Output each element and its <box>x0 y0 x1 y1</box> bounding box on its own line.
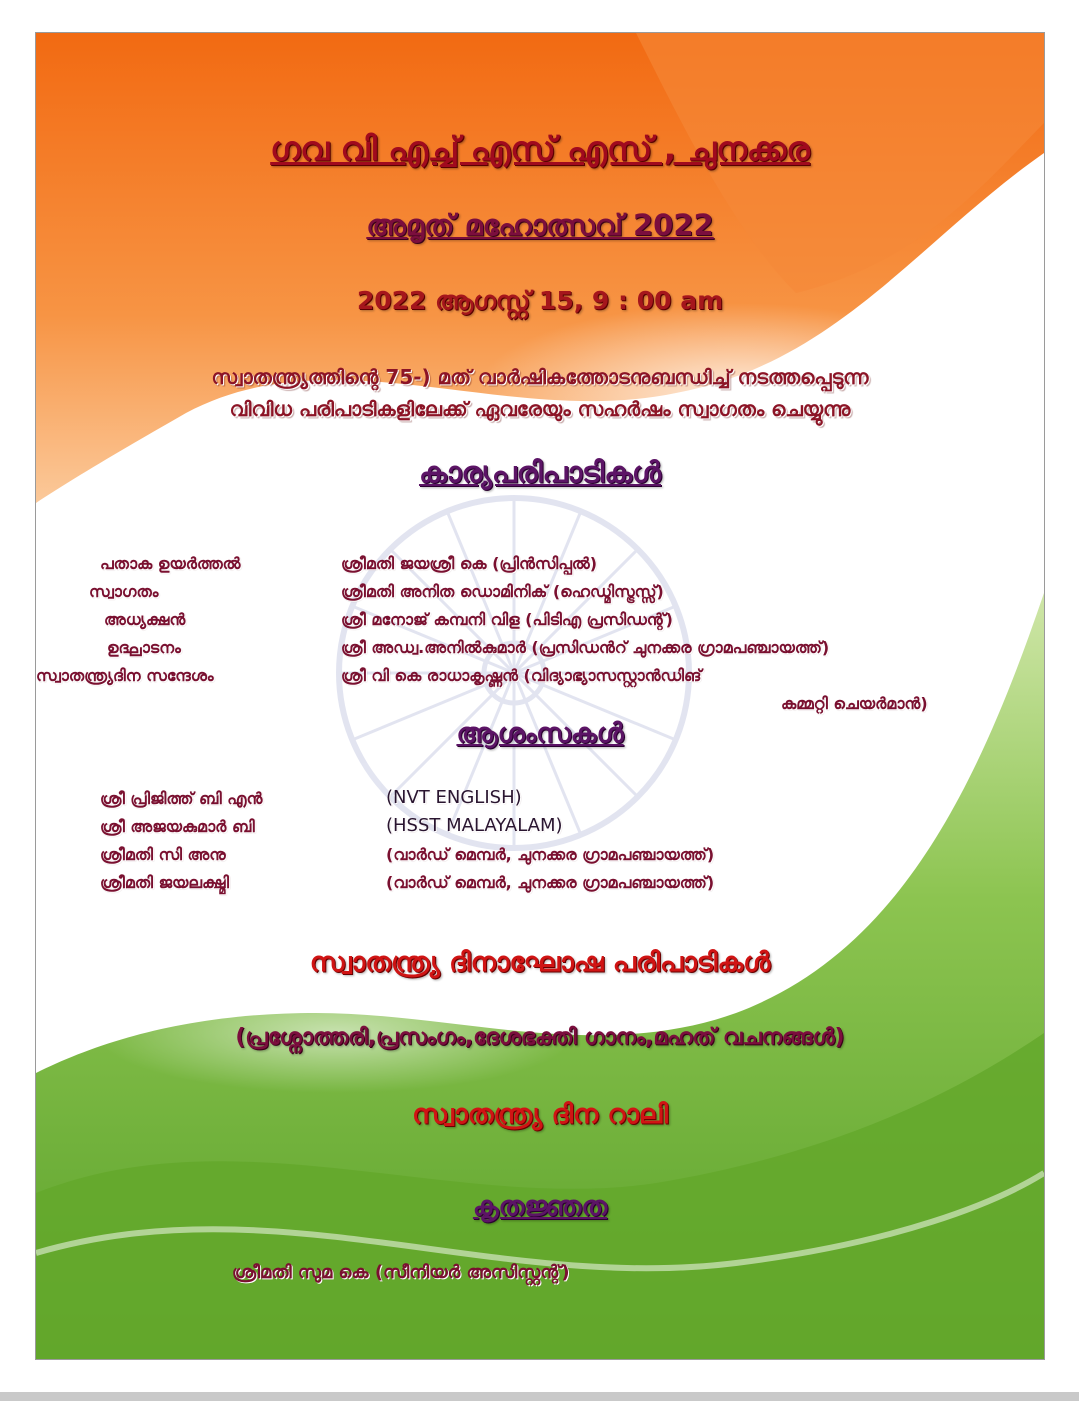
program-person-continuation: കമ്മറ്റി ചെയർമാൻ) <box>781 694 928 713</box>
bottom-scroll-edge <box>0 1392 1079 1401</box>
intro-line: വിവിധ പരിപാടികളിലേക്ക് ഏവരേയും സഹർഷം സ്വാഗതം ചെയ്യുന്നു <box>229 397 851 421</box>
greeting-designation: (HSST MALAYALAM) <box>386 815 563 836</box>
intro-text <box>36 361 1044 425</box>
greeting-designation: (NVT ENGLISH) <box>386 787 522 808</box>
program-person: ശ്രീ വി കെ രാധാകൃഷ്ണൻ (വിദ്യാഭ്യാസസ്റ്റാൻഡിങ് <box>341 666 702 685</box>
greeting-name: ശ്രീ അജയകുമാർ ബി <box>100 817 255 836</box>
event-date-time: 2022 ആഗസ്റ്റ് 15, 9 : 00 am <box>356 286 724 315</box>
greeting-name: ശ്രീമതി സി അനു <box>100 845 226 864</box>
program-role: സ്വാഗതം <box>89 582 159 601</box>
school-title: ഗവ വി എച്ച് എസ് എസ് , ചുനക്കര <box>270 129 810 168</box>
greeting-name: ശ്രീ പ്രിജിത്ത് ബി എൻ <box>100 789 263 808</box>
program-role: ഉദ്ഘാടനം <box>107 638 181 657</box>
rally-text: സ്വാതന്ത്ര്യ ദിന റാലി <box>412 1099 668 1130</box>
program-heading: കാര്യപരിപാടികൾ <box>418 455 661 489</box>
celebration-list: (പ്രശ്നോത്തരി,പ്രസംഗം,ദേശഭക്തി ഗാനം,മഹത് വചനങ്ങൾ) <box>235 1025 845 1050</box>
program-role: അധ്യക്ഷൻ <box>104 610 186 629</box>
event-title: അമൃത് മഹോത്സവ് 2022 <box>366 208 714 242</box>
intro-line: സ്വാതന്ത്ര്യത്തിന്റെ 75-) മത് വാർഷികത്തോടനുബന്ധിച്ച് നടത്തപ്പെടുന്ന <box>211 365 869 389</box>
program-role: സ്വാതന്ത്ര്യദിന സന്ദേശം <box>36 666 214 685</box>
program-person: ശ്രീമതി അനിത ഡൊമിനിക് (ഹെഡ്മിസ്ട്രസ്സ്) <box>341 582 664 601</box>
greeting-designation: (വാർഡ് മെമ്പർ, ചുനക്കര ഗ്രാമപഞ്ചായത്ത്) <box>386 873 715 892</box>
thanks-person: ശ്രീമതി സുമ കെ (സീനിയർ അസിസ്റ്റന്റ്) <box>232 1262 570 1283</box>
thanks-heading: കൃതജ്ഞത <box>472 1191 608 1222</box>
poster <box>35 32 1045 1360</box>
program-person: ശ്രീ മനോജ് കമ്പനി വിള (പിടിഎ പ്രസിഡന്റ്) <box>341 610 673 629</box>
greeting-designation: (വാർഡ് മെമ്പർ, ചുനക്കര ഗ്രാമപഞ്ചായത്ത്) <box>386 845 715 864</box>
greetings-heading: ആശംസകൾ <box>456 718 624 749</box>
celebration-heading: സ്വാതന്ത്ര്യ ദിനാഘോഷ പരിപാടികൾ <box>309 947 771 978</box>
program-person: ശ്രീമതി ജയശ്രീ കെ (പ്രിൻസിപ്പൽ) <box>341 554 598 573</box>
program-person: ശ്രീ അഡ്വ.അനിൽകുമാർ (പ്രസിഡൻറ് ചുനക്കര ഗ്രാമപഞ്ചായത്ത്) <box>341 638 830 657</box>
program-role: പതാക ഉയർത്തൽ <box>100 554 241 573</box>
greeting-name: ശ്രീമതി ജയലക്ഷ്മി <box>100 873 229 892</box>
